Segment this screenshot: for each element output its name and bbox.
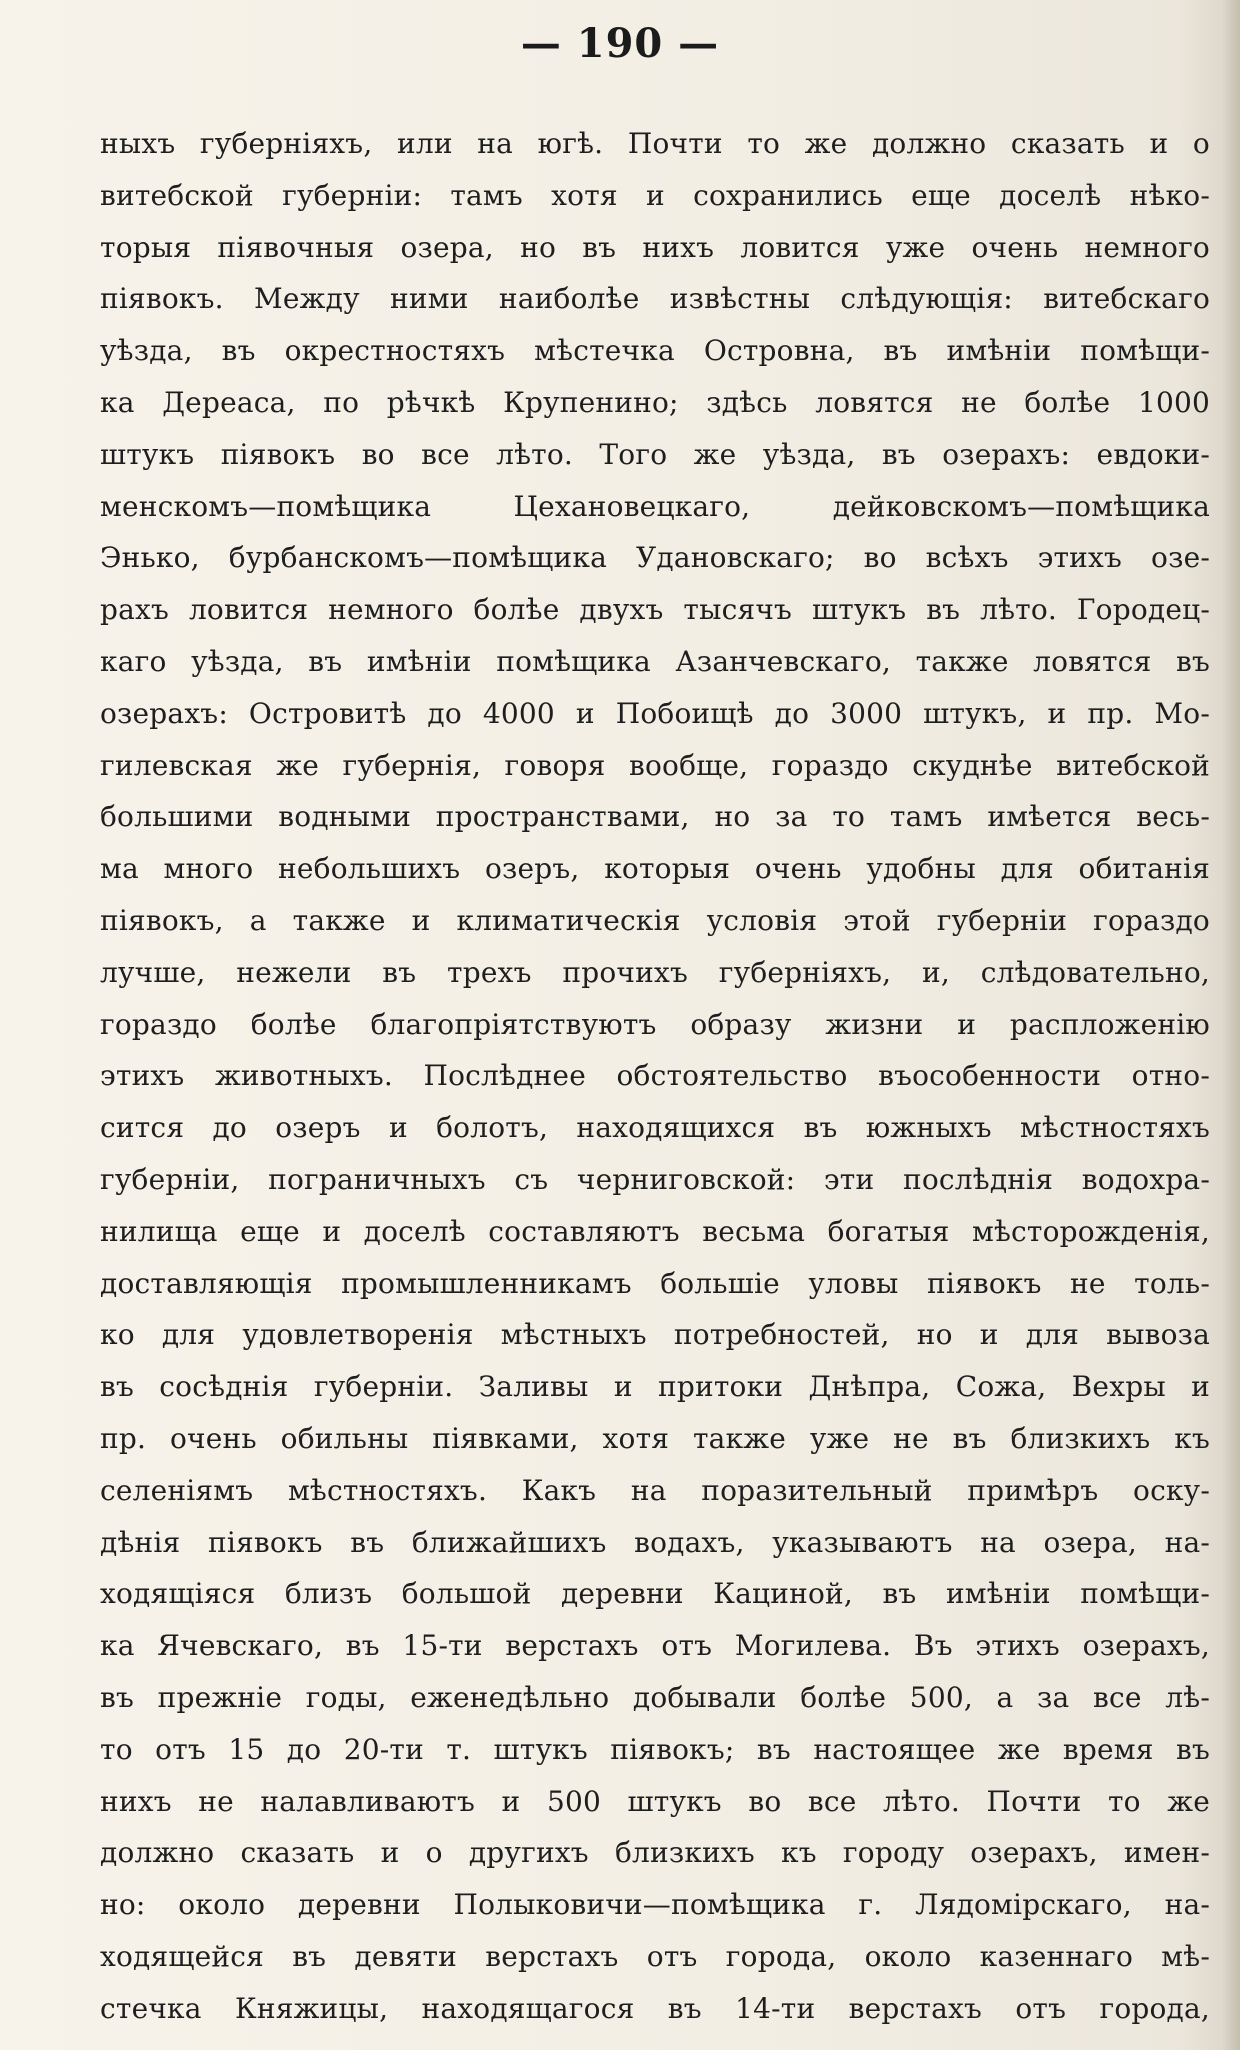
text-line: селеніямъ мѣстностяхъ. Какъ на поразительный примѣръ оску-: [100, 1473, 1210, 1507]
text-line: то отъ 15 до 20-ти т. штукъ піявокъ; въ настоящее же время въ: [100, 1732, 1210, 1766]
text-line: пр. очень обильны піявками, хотя также уже не въ близкихъ къ: [100, 1421, 1210, 1455]
text-line: стечка Княжицы, находящагося въ 14-ти верстахъ отъ города,: [100, 1991, 1210, 2025]
text-line: гораздо болѣе благопріятствуютъ образу жизни и распложенію: [100, 1007, 1210, 1041]
text-line: піявокъ, а также и климатическія условія этой губерніи гораздо: [100, 903, 1210, 937]
text-line: ка Ячевскаго, въ 15-ти верстахъ отъ Могилева. Въ этихъ озерахъ,: [100, 1629, 1210, 1663]
text-line: менскомъ—помѣщика Цехановецкаго, дейковскомъ—помѣщика: [100, 489, 1210, 523]
text-line: дѣнія піявокъ въ ближайшихъ водахъ, указываютъ на озера, на-: [100, 1525, 1210, 1559]
text-line: ныхъ губерніяхъ, или на югѣ. Почти то же должно сказать и о: [100, 127, 1210, 160]
text-line: піявокъ. Между ними наиболѣе извѣстны слѣдующія: витебскаго: [100, 282, 1210, 316]
text-line: гилевская же губернія, говоря вообще, гораздо скуднѣе витебской: [100, 748, 1210, 782]
text-line: доставляющія промышленникамъ большіе уловы піявокъ не толь-: [100, 1266, 1210, 1300]
text-line: Энько, бурбанскомъ—помѣщика Удановскаго; во всѣхъ этихъ озе-: [100, 541, 1210, 575]
page-edge-shadow: [1222, 0, 1240, 2050]
text-line: озерахъ: Островитѣ до 4000 и Побоищѣ до 3000 штукъ, и пр. Мо-: [100, 696, 1210, 730]
text-line: сится до озеръ и болотъ, находящихся въ южныхъ мѣстностяхъ: [100, 1111, 1210, 1145]
text-line: нилища еще и доселѣ составляютъ весьма богатыя мѣсторожденія,: [100, 1214, 1210, 1248]
page-number: — 190 —: [520, 20, 720, 67]
text-line: должно сказать и о другихъ близкихъ къ городу озерахъ, имен-: [100, 1836, 1210, 1870]
text-line: витебской губерніи: тамъ хотя и сохранились еще доселѣ нѣко-: [100, 178, 1210, 212]
text-line: ма много небольшихъ озеръ, которыя очень удобны для обитанія: [100, 852, 1210, 886]
text-line: ходящіяся близъ большой деревни Кациной, въ имѣніи помѣщи-: [100, 1577, 1210, 1611]
text-line: въ сосѣднія губерніи. Заливы и притоки Днѣпра, Сожа, Вехры и: [100, 1370, 1210, 1404]
text-line: каго уѣзда, въ имѣніи помѣщика Азанчевскаго, также ловятся въ: [100, 644, 1210, 678]
text-line: но: около деревни Полыковичи—помѣщика г. Лядомірскаго, на-: [100, 1888, 1210, 1922]
text-line: большими водными пространствами, но за то тамъ имѣется весь-: [100, 800, 1210, 834]
text-line: въ прежніе годы, еженедѣльно добывали болѣе 500, а за все лѣ-: [100, 1680, 1210, 1714]
body-text: [100, 118, 1210, 2034]
text-line: ка Дереаса, по рѣчкѣ Крупенино; здѣсь ловятся не болѣе 1000: [100, 385, 1210, 419]
text-line: этихъ животныхъ. Послѣднее обстоятельство въособенности отно-: [100, 1059, 1210, 1093]
text-line: рахъ ловится немного болѣе двухъ тысячъ штукъ въ лѣто. Городец-: [100, 593, 1210, 627]
text-line: лучше, нежели въ трехъ прочихъ губерніяхъ, и, слѣдовательно,: [100, 955, 1210, 989]
text-line: нихъ не налавливаютъ и 500 штукъ во все лѣто. Почти то же: [100, 1784, 1210, 1818]
text-line: штукъ піявокъ во все лѣто. Того же уѣзда, въ озерахъ: евдоки-: [100, 437, 1210, 471]
text-line: губерніи, пограничныхъ съ черниговской: эти послѣднія водохра-: [100, 1162, 1210, 1196]
text-line: уѣзда, въ окрестностяхъ мѣстечка Островна, въ имѣніи помѣщи-: [100, 334, 1210, 368]
text-line: ходящейся въ девяти верстахъ отъ города, около казеннаго мѣ-: [100, 1939, 1210, 1973]
text-line: торыя піявочныя озера, но въ нихъ ловится уже очень немного: [100, 230, 1210, 264]
text-line: ко для удовлетворенія мѣстныхъ потребностей, но и для вывоза: [100, 1318, 1210, 1352]
